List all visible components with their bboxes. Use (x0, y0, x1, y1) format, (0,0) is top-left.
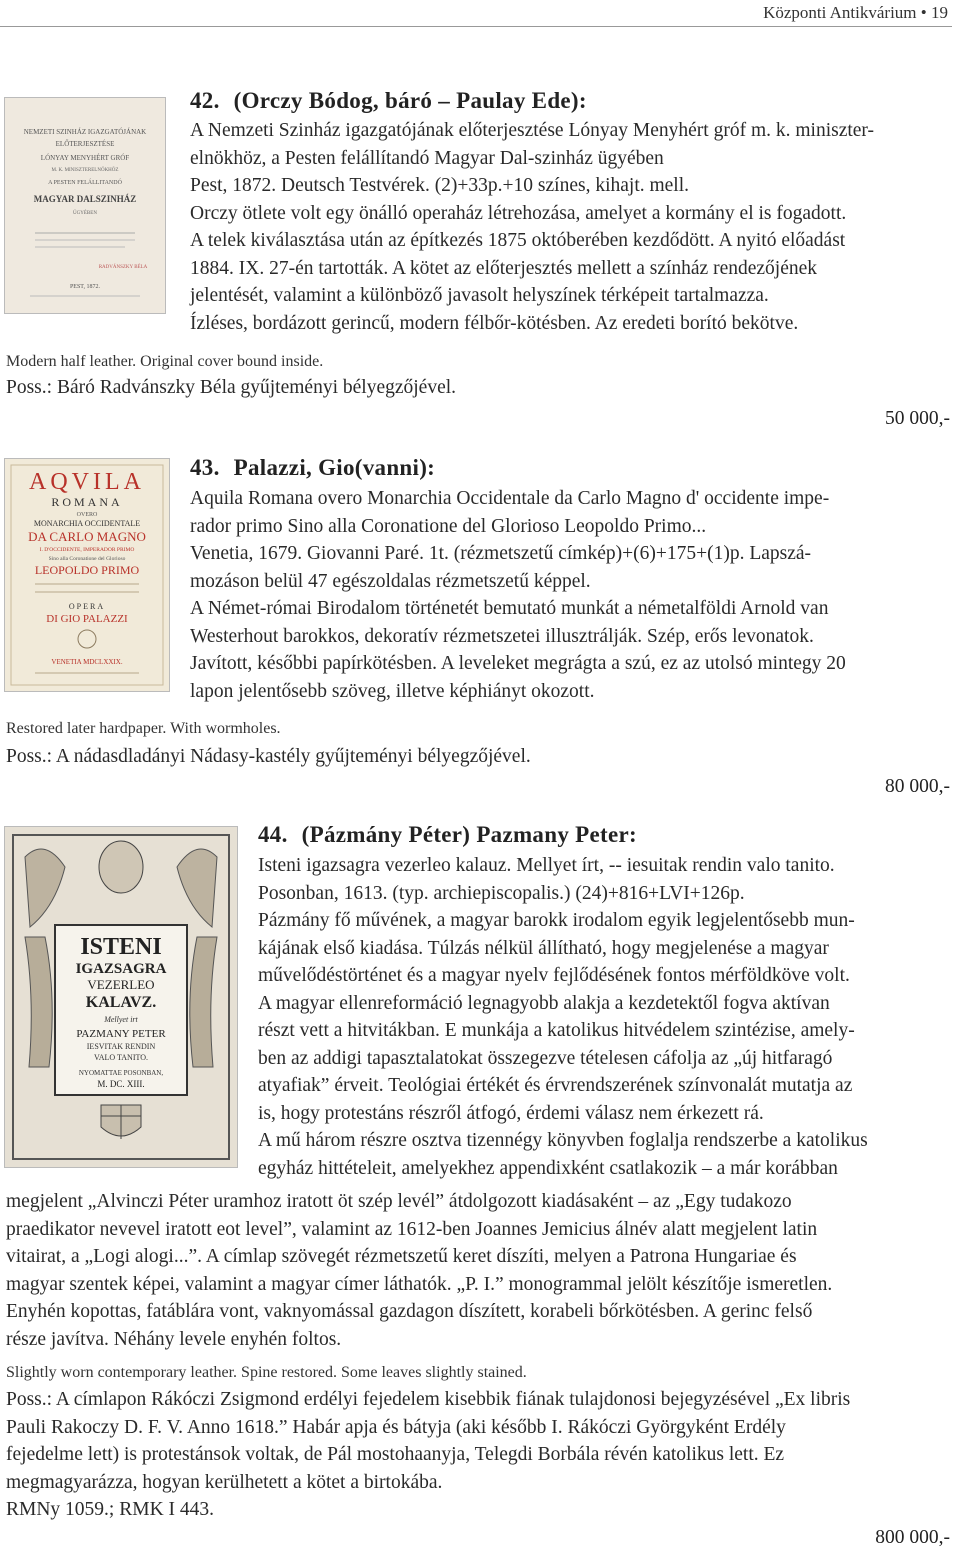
lot-44-line: magyar szentek képei, valamint a magyar címer láthatók. „P. I.” monogrammal jelölt készítője ismeretlen. (6, 1273, 833, 1295)
cover-43-line2: ROMANA (51, 495, 123, 509)
cover-42-imprint: PEST, 1872. (69, 284, 101, 290)
lot-44-title (258, 822, 954, 848)
lot-44-line: kájának első kiadása. Túlzás nélkül állítható, hogy megjelenése a magyar (258, 937, 829, 959)
cover-42-stamp: RADVÁNSZKY BÉLA (98, 265, 148, 270)
cover-42-art (5, 98, 165, 313)
lot-44-provenance-line: Poss.: A címlapon Rákóczi Zsigmond erdélyi fejedelem kisebbik fiának tulajdonosi bejegyzésével „Ex libris (6, 1389, 851, 1410)
lot-44-english-note: Slightly worn contemporary leather. Spine restored. Some leaves slightly stained. (6, 1364, 527, 1381)
lot-44-description-continued (6, 1188, 954, 1353)
lot-43-provenance: Poss.: A nádasdladányi Nádasy-kastély gyűjteményi bélyegzőjével. (6, 746, 531, 767)
cover-43-art (5, 459, 169, 691)
lot-44-line: része javítva. Néhány levele enyhén foltos. (6, 1328, 342, 1350)
lot-43-number: 43. (190, 455, 220, 480)
cover-43-line9: OPERA (68, 602, 106, 611)
cover-42-line6: MAGYAR DALSZINHÁZ (33, 194, 137, 204)
lot-42-line: A Nemzeti Szinház igazgatójának előterjesztése Lónyay Menyhért gróf m. k. miniszter- (190, 120, 875, 141)
lot-44-line: művelődéstörténet és a magyar nyelv fejlődésének fontos mérföldköve volt. (258, 965, 850, 986)
lot-43-line: mozáson belül 47 egészoldalas rézmetszetű képpel. (190, 570, 591, 592)
lot-42-line: Orczy ötlete volt egy önálló operaház létrehozása, amelyet a kormány el is fogadott. (190, 202, 847, 224)
lot-42-price: 50 000,- (885, 408, 950, 429)
cover-43-line10: DI GIO PALAZZI (46, 613, 128, 625)
cover-42-line4: M. K. MINISZTERELNÖKHÖZ (51, 168, 119, 173)
cover-42-line5: A PESTEN FELÁLLITANDÓ (48, 180, 122, 186)
lot-43-line: A Német-római Birodalom történetét bemutató munkát a németalföldi Arnold van (190, 598, 829, 619)
lot-44-references: RMNy 1059.; RMK I 443. (6, 1499, 215, 1520)
lot-42-english-note: Modern half leather. Original cover bound inside. (6, 353, 324, 370)
lot-42-description (190, 117, 954, 337)
lot-44-line: egyház hittételeit, amelyekhez appendixként csatlakozik – a már korábban (258, 1157, 838, 1179)
lot-44-provenance (6, 1386, 954, 1496)
cover-42-line3: LÓNYAY MENYHÉRT GRÓF (40, 154, 130, 162)
lot-44-line: megjelent „Alvinczi Péter uramhoz iratott öt szép levél” átdolgozott kiadásaként – az „Egy tudakozo (6, 1191, 792, 1212)
cover-44-line2: IGAZSAGRA (75, 961, 167, 977)
cover-42-line1: NEMZETI SZINHÁZ IGAZGATÓJÁNAK (23, 128, 147, 136)
lot-44-provenance-line: fejedelme lett) is protestánsok voltak, de Pál mostohaanyja, Telegdi Borbála révén katolikus lett. Ez (6, 1444, 785, 1465)
lot-42-cover-image[interactable] (4, 97, 166, 314)
lot-42-line: Ízléses, bordázott gerincű, modern félbőr-kötésben. Az eredeti borító bekötve. (190, 312, 799, 334)
lot-43-heading: Palazzi, Gio(vanni): (233, 455, 436, 480)
lot-42-line: Pest, 1872. Deutsch Testvérek. (2)+33p.+10 színes, kihajt. mell. (190, 175, 690, 196)
lot-43-line: Venetia, 1679. Giovanni Paré. 1t. (rézmetszetű címkép)+(6)+175+(1)p. Lapszá- (190, 543, 812, 564)
lot-44-line: Isteni igazsagra vezerleo kalauz. Mellyet írt, -- iesuitak rendin valo tanito. (258, 855, 835, 876)
lot-43-body (190, 455, 954, 705)
lot-44-line: is, hogy protestáns részről átfogó, érdemi válasz nem érkezett rá. (258, 1102, 764, 1124)
cover-44-line8: VALO TANITO. (93, 1053, 149, 1062)
lot-43-line: Javított, későbbi papírkötésben. A leveleket megrágta a szú, ez az utolsó mintegy 20 (190, 653, 846, 674)
header-rule (0, 26, 952, 27)
cover-44-line6: PAZMANY PETER (76, 1028, 166, 1040)
lot-42-title (190, 88, 954, 114)
cover-42-line2: ELŐTERJESZTÉSE (55, 140, 115, 148)
lot-43-line: lapon jelentősebb szöveg, illetve képhiányt okozott. (190, 680, 595, 702)
cover-43-line5: DA CARLO MAGNO (28, 529, 146, 544)
cover-43-line4: MONARCHIA OCCIDENTALE (33, 519, 141, 528)
lot-42-line: 1884. IX. 27-én tartották. A kötet az előterjesztés mellett a színház rendezőjének (190, 257, 818, 279)
lot-44-body (258, 822, 954, 1182)
lot-44-provenance-line: Pauli Rakoczy D. F. V. Anno 1618.” Habár apja és bátyja (aki később I. Rákóczi Györgyként Erdély (6, 1416, 786, 1438)
cover-44-line10: M. DC. XIII. (97, 1079, 145, 1089)
lot-44-line: vitairat, a „Logi alogi...”. A címlap szövegét rézmetszetű keret díszíti, melyen a Patrona Hungariae és (6, 1246, 797, 1267)
page-header (0, 0, 952, 26)
lot-44-line: Posonban, 1613. (typ. archiepiscopalis.) (24)+816+LVI+126p. (258, 882, 745, 904)
lot-43-line: Aquila Romana overo Monarchia Occidentale da Carlo Magno d' occidente impe- (190, 488, 830, 509)
lot-43-english-note: Restored later hardpaper. With wormholes. (6, 720, 281, 737)
lot-44-line: praedikator nevevel iratott eot level”, valamint az 1612-ben Joannes Jemicius álnév alatt megjelent latin (6, 1218, 818, 1240)
cover-44-line5: Mellyet irt (104, 1015, 138, 1024)
cover-44-line3: VEZERLEO (87, 977, 155, 992)
lot-44-line: A mű három részre osztva tizennégy könyvben foglalja rendszerbe a katolikus (258, 1130, 868, 1151)
lot-44-number: 44. (258, 822, 288, 847)
lot-42-number: 42. (190, 88, 220, 113)
lot-42-provenance: Poss.: Báró Radvánszky Béla gyűjteményi bélyegzőjével. (6, 377, 457, 398)
lot-44-provenance-line: megmagyarázza, hogyan kerülhetett a kötet a birtokába. (6, 1471, 443, 1493)
lot-44-line: Enyhén kopottas, fatáblára vont, vaknyomással gazdagon díszített, korabeli bőrkötésben. A gerinc felső (6, 1301, 813, 1322)
lot-42-heading: (Orczy Bódog, báró – Paulay Ede): (233, 88, 587, 113)
lot-44-line: A magyar ellenreformáció legnagyobb alakja a kezdetektől fogva aktívan (258, 992, 830, 1014)
lot-42-line: elnökhöz, a Pesten felállítandó Magyar Dal-szinház ügyében (190, 147, 664, 169)
lot-42-body (190, 88, 954, 337)
cover-43-line8: LEOPOLDO PRIMO (34, 563, 140, 577)
lot-44-cover-image[interactable] (4, 826, 238, 1168)
lot-42-line: jelentését, valamint a különböző javasolt helyszínek térképeit tartalmazza. (190, 285, 769, 306)
lot-43-line: rador primo Sino alla Coronatione del Glorioso Leopoldo Primo... (190, 515, 707, 537)
header-text: Központi Antikvárium • 19 (763, 3, 948, 22)
lot-43-line: Westerhout barokkos, dekoratív rézmetszetei illusztrálják. Szép, erős levonatok. (190, 625, 814, 647)
cover-43-line3: OVERO (76, 512, 98, 518)
lot-42-line: A telek kiválasztása után az építkezés 1875 októberében kezdődött. A nyitó előadást (190, 230, 846, 251)
lot-43-cover-image[interactable] (4, 458, 170, 692)
cover-44-line7: IESVITAK RENDIN (86, 1042, 156, 1051)
cover-44-line9: NYOMATTAE POSONBAN, (78, 1069, 164, 1077)
cover-43-line6: I. D'OCCIDENTE, IMPERADOR PRIMO (39, 547, 135, 553)
lot-44-description (258, 852, 954, 1182)
cover-43-line7: Sino alla Coronatione del Glorioso (48, 556, 126, 562)
lot-43-price: 80 000,- (885, 776, 950, 797)
cover-42-line7: ÜGYÉBEN (73, 211, 97, 216)
cover-43-line1: AQVILA (29, 469, 145, 495)
lot-44-line: ben az addigi tapasztalatokat összegezve tételesen cáfolja az „új hitfaragó (258, 1047, 833, 1069)
lot-44-price: 800 000,- (875, 1527, 950, 1548)
cover-44-line4: KALAVZ. (85, 994, 157, 1011)
lot-44-line: atyafiak” érveit. Teológiai értékét és érvrendszerének színvonalát mutatja az (258, 1075, 853, 1096)
lot-44-heading: (Pázmány Péter) Pazmany Peter: (301, 822, 637, 847)
lot-43-description (190, 485, 954, 705)
cover-44-line1: ISTENI (80, 934, 162, 960)
cover-43-line11: VENETIA MDCLXXIX. (51, 658, 123, 666)
lot-44-line: Pázmány fő művének, a magyar barokk irodalom egyik legjelentősebb mun- (258, 910, 855, 931)
lot-43-title (190, 455, 954, 481)
lot-44-line: részt vett a hitvitákban. E munkája a katolikus hitvédelem szintézise, amely- (258, 1020, 855, 1041)
cover-44-art (5, 827, 237, 1167)
